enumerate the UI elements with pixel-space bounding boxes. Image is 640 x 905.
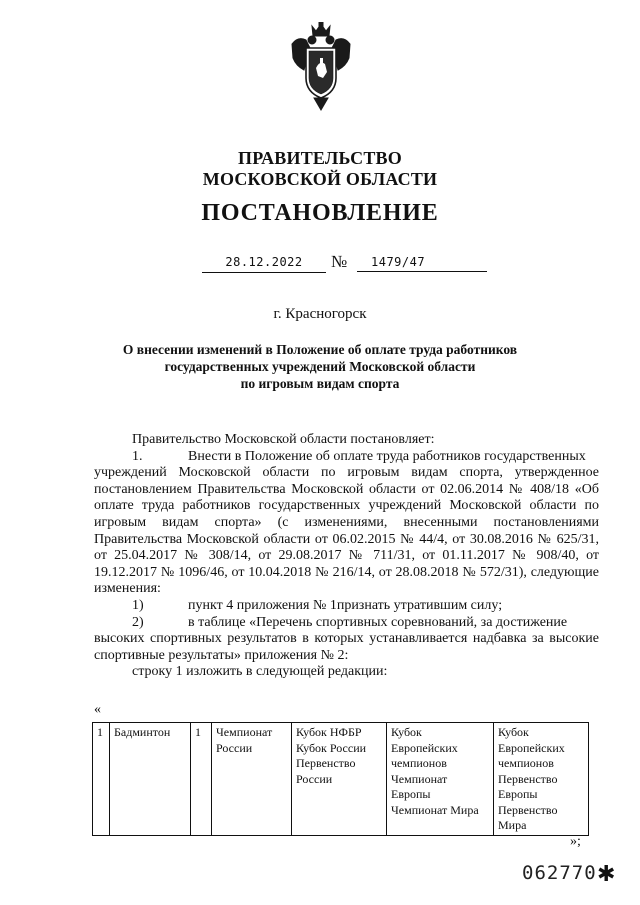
table-cell: 1: [93, 723, 110, 836]
closing-quote: »;: [570, 834, 581, 849]
table-cell: 1: [191, 723, 212, 836]
table-cell: Чемпионат России: [212, 723, 292, 836]
subclause-2: [94, 615, 599, 632]
city-name: г. Красногорск: [273, 306, 367, 322]
document-body: [94, 432, 599, 681]
star-icon: ✱: [597, 862, 616, 887]
document-date: 28.12.2022: [202, 252, 326, 273]
government-name-line2: МОСКОВСКОЙ ОБЛАСТИ: [202, 169, 438, 189]
sports-table: [92, 722, 589, 836]
clause-lead: Внести в Положение об оплате труда работников государственных: [188, 448, 586, 464]
subclause-text: пункт 4 приложения № 1признать утратившим силу;: [188, 597, 503, 613]
coat-of-arms-icon: [290, 22, 352, 112]
subclause-2-instruction: строку 1 изложить в следующей редакции:: [132, 664, 388, 680]
table-cell: Кубок Европейских чемпионов Первенство Европы Первенство Мира: [494, 723, 589, 836]
opening-quote: «: [94, 702, 101, 717]
subclause-lead: в таблице «Перечень спортивных соревнований, за достижение: [188, 614, 568, 630]
number-sign: №: [331, 252, 348, 271]
table-cell: Кубок Европейских чемпионов Чемпионат Европы Чемпионат Мира: [387, 723, 494, 836]
subclause-1: [94, 598, 599, 615]
clause-number: 1.: [132, 448, 143, 464]
intro-paragraph: Правительство Московской области постановляет:: [132, 432, 435, 447]
clause-1-continuation: учреждений Московской области по игровым видам спорта, утвержденное постановлением Правительства Московской области от 02.06.2014 № 408/18 «Об оплате труда работников государственных учреждений Московской области по игровым видам спорта» (с изменениями, внесенными постановлениями Правительства Московской области от 06.02.2015 № 44/4, от 30.08.2016 № 625/31, от 25.04.2017 № 308/14, от 29.08.2017 № 711/31, от 01.11.2017 № 908/40, от 19.12.2017 № 1096/46, от 10.04.2018 № 216/14, от 28.08.2018 № 572/31), следующие изменения:: [94, 465, 599, 597]
subclause-number: 1): [132, 597, 144, 613]
document-number: 1479/47: [357, 252, 487, 272]
subject-line: по игровым видам спорта: [240, 376, 400, 391]
table-cell: Бадминтон: [110, 723, 191, 836]
government-name-line1: ПРАВИТЕЛЬСТВО: [238, 148, 402, 168]
subject-line: О внесении изменений в Положение об оплате труда работников: [122, 342, 518, 357]
clause-1: [94, 449, 599, 466]
subclause-number: 2): [132, 614, 144, 630]
subclause-2-continuation: высоких спортивных результатов в которых устанавливается надбавка за высокие спортивные результаты» приложения № 2:: [94, 631, 599, 663]
subject-line: государственных учреждений Московской области: [164, 359, 476, 374]
serial-number: 062770: [522, 862, 597, 884]
table-row: [93, 723, 589, 836]
document-type-title: ПОСТАНОВЛЕНИЕ: [201, 200, 439, 226]
document-subject: [120, 341, 520, 392]
table-cell: Кубок НФБР Кубок России Первенство России: [292, 723, 387, 836]
